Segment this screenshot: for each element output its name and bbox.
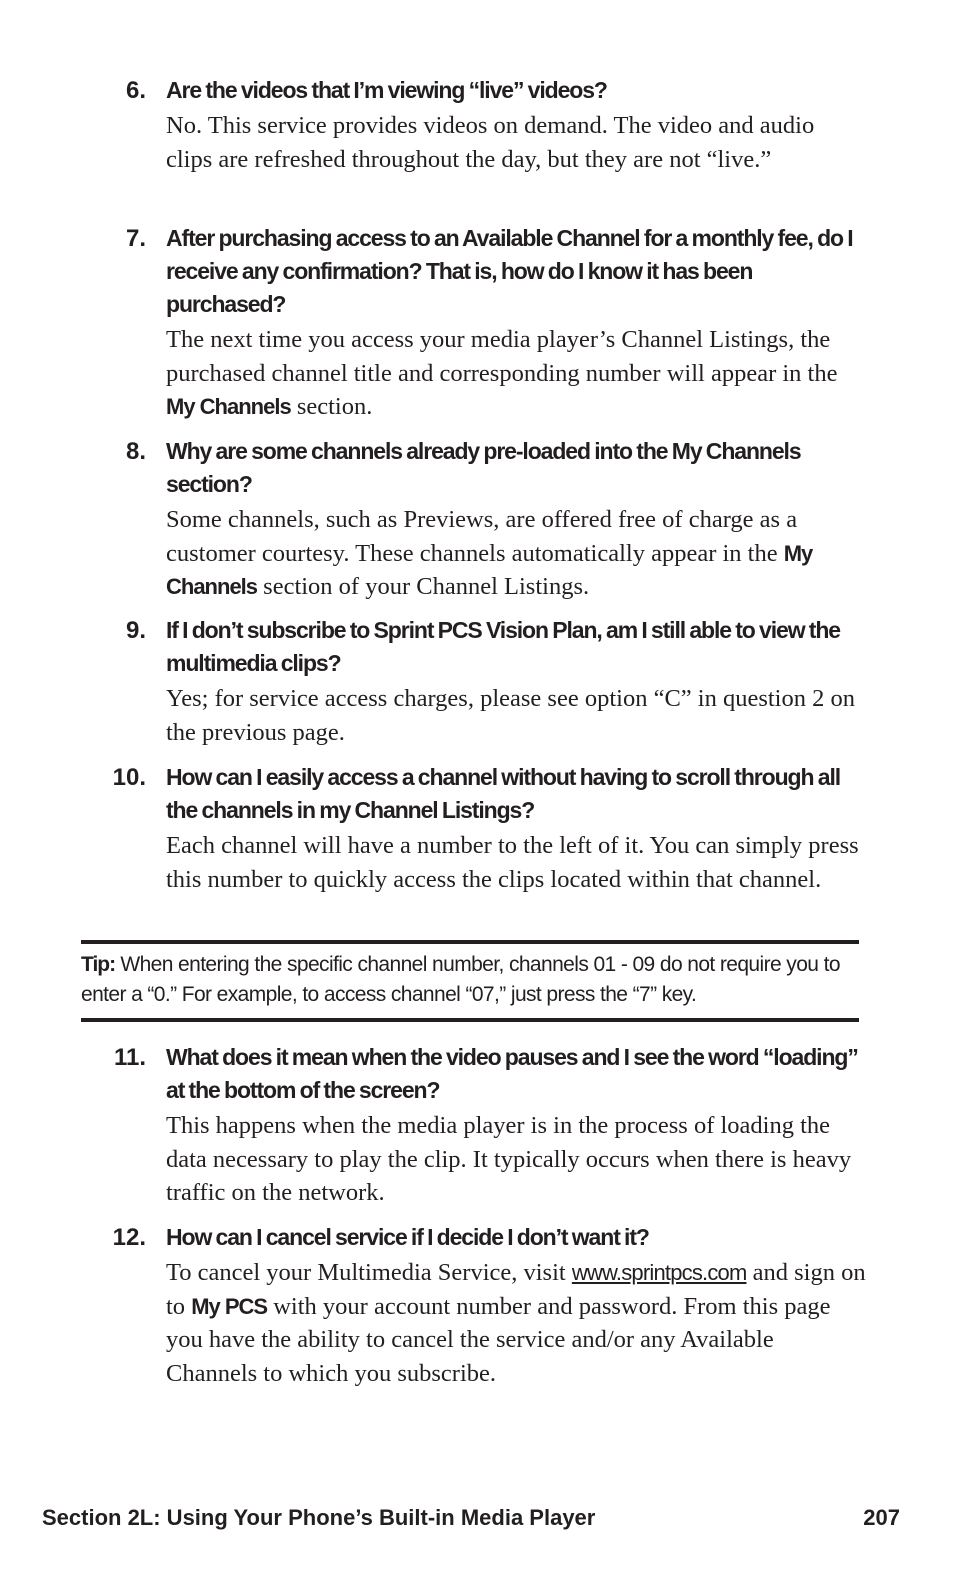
faq-number: 6. bbox=[125, 77, 146, 104]
faq-question: Are the videos that I’m viewing “live” videos? bbox=[166, 77, 607, 103]
faq-question: Why are some channels already pre-loaded into the My Channels section? bbox=[166, 438, 801, 497]
faq-item-9 bbox=[0, 614, 954, 749]
answer-text: Some channels, such as Previews, are offered free of charge as a customer courtesy. These channels automatically appear in the bbox=[166, 506, 798, 567]
faq-number: 7. bbox=[125, 225, 146, 252]
faq-number: 8. bbox=[125, 438, 146, 465]
answer-text: with your account number and password. From this page you have the ability to cancel the service and/or any Available Channels to which you subscribe. bbox=[166, 1292, 831, 1387]
page-number: 207 bbox=[863, 1505, 900, 1530]
faq-answer: Each channel will have a number to the left of it. You can simply press this number to quickly access the clips located within that channel. bbox=[166, 832, 859, 893]
faq-item-6 bbox=[0, 74, 954, 176]
faq-item-12 bbox=[0, 1221, 954, 1390]
answer-text: To cancel your Multimedia Service, visit bbox=[166, 1259, 572, 1286]
faq-question: If I don’t subscribe to Sprint PCS Vision Plan, am I still able to view the multimedia clips? bbox=[166, 617, 840, 676]
faq-item-11 bbox=[0, 1041, 954, 1210]
section-title: Section 2L: Using Your Phone’s Built-in Media Player bbox=[42, 1505, 596, 1530]
sprintpcs-link[interactable]: www.sprintpcs.com bbox=[571, 1260, 747, 1285]
answer-text: and sign on to bbox=[166, 1259, 866, 1320]
faq-answer bbox=[166, 323, 866, 424]
answer-text: The next time you access your media player’s Channel Listings, the purchased channel title and corresponding number will appear in the bbox=[166, 326, 838, 387]
faq-item-7 bbox=[0, 222, 954, 424]
faq-question: How can I cancel service if I decide I don’t want it? bbox=[166, 1224, 649, 1250]
faq-item-10 bbox=[0, 761, 954, 896]
faq-answer bbox=[166, 1256, 866, 1390]
my-channels-label: My Channels bbox=[166, 394, 291, 419]
answer-text: section. bbox=[290, 393, 373, 420]
tip-text: When entering the specific channel number, channels 01 - 09 do not require you to enter a “0.” For example, to access channel “07,” just press the “7” key. bbox=[81, 953, 840, 1006]
faq-question: After purchasing access to an Available Channel for a monthly fee, do I receive any confirmation? That is, how do I know it has been purchased? bbox=[166, 225, 853, 317]
faq-answer: This happens when the media player is in the process of loading the data necessary to play the clip. It typically occurs when there is heavy traffic on the network. bbox=[166, 1112, 852, 1206]
answer-text: section of your Channel Listings. bbox=[257, 573, 590, 600]
faq-question: How can I easily access a channel without having to scroll through all the channels in my Channel Listings? bbox=[166, 764, 841, 823]
faq-item-8 bbox=[0, 435, 954, 604]
faq-answer: Yes; for service access charges, please see option “C” in question 2 on the previous page. bbox=[166, 685, 855, 746]
faq-number: 12. bbox=[112, 1224, 146, 1251]
tip-box bbox=[81, 940, 859, 1022]
faq-question: What does it mean when the video pauses and I see the word “loading” at the bottom of the screen? bbox=[166, 1044, 858, 1103]
faq-number: 10. bbox=[112, 764, 146, 791]
faq-answer: No. This service provides videos on demand. The video and audio clips are refreshed throughout the day, but they are not “live.” bbox=[166, 112, 815, 173]
faq-number: 9. bbox=[125, 617, 146, 644]
faq-answer bbox=[166, 503, 866, 604]
my-pcs-label: My PCS bbox=[191, 1293, 268, 1319]
faq-number: 11. bbox=[113, 1044, 146, 1071]
tip-label: Tip: bbox=[81, 953, 116, 976]
page-footer bbox=[42, 1503, 900, 1533]
my-channels-label: My Channels bbox=[166, 540, 813, 599]
